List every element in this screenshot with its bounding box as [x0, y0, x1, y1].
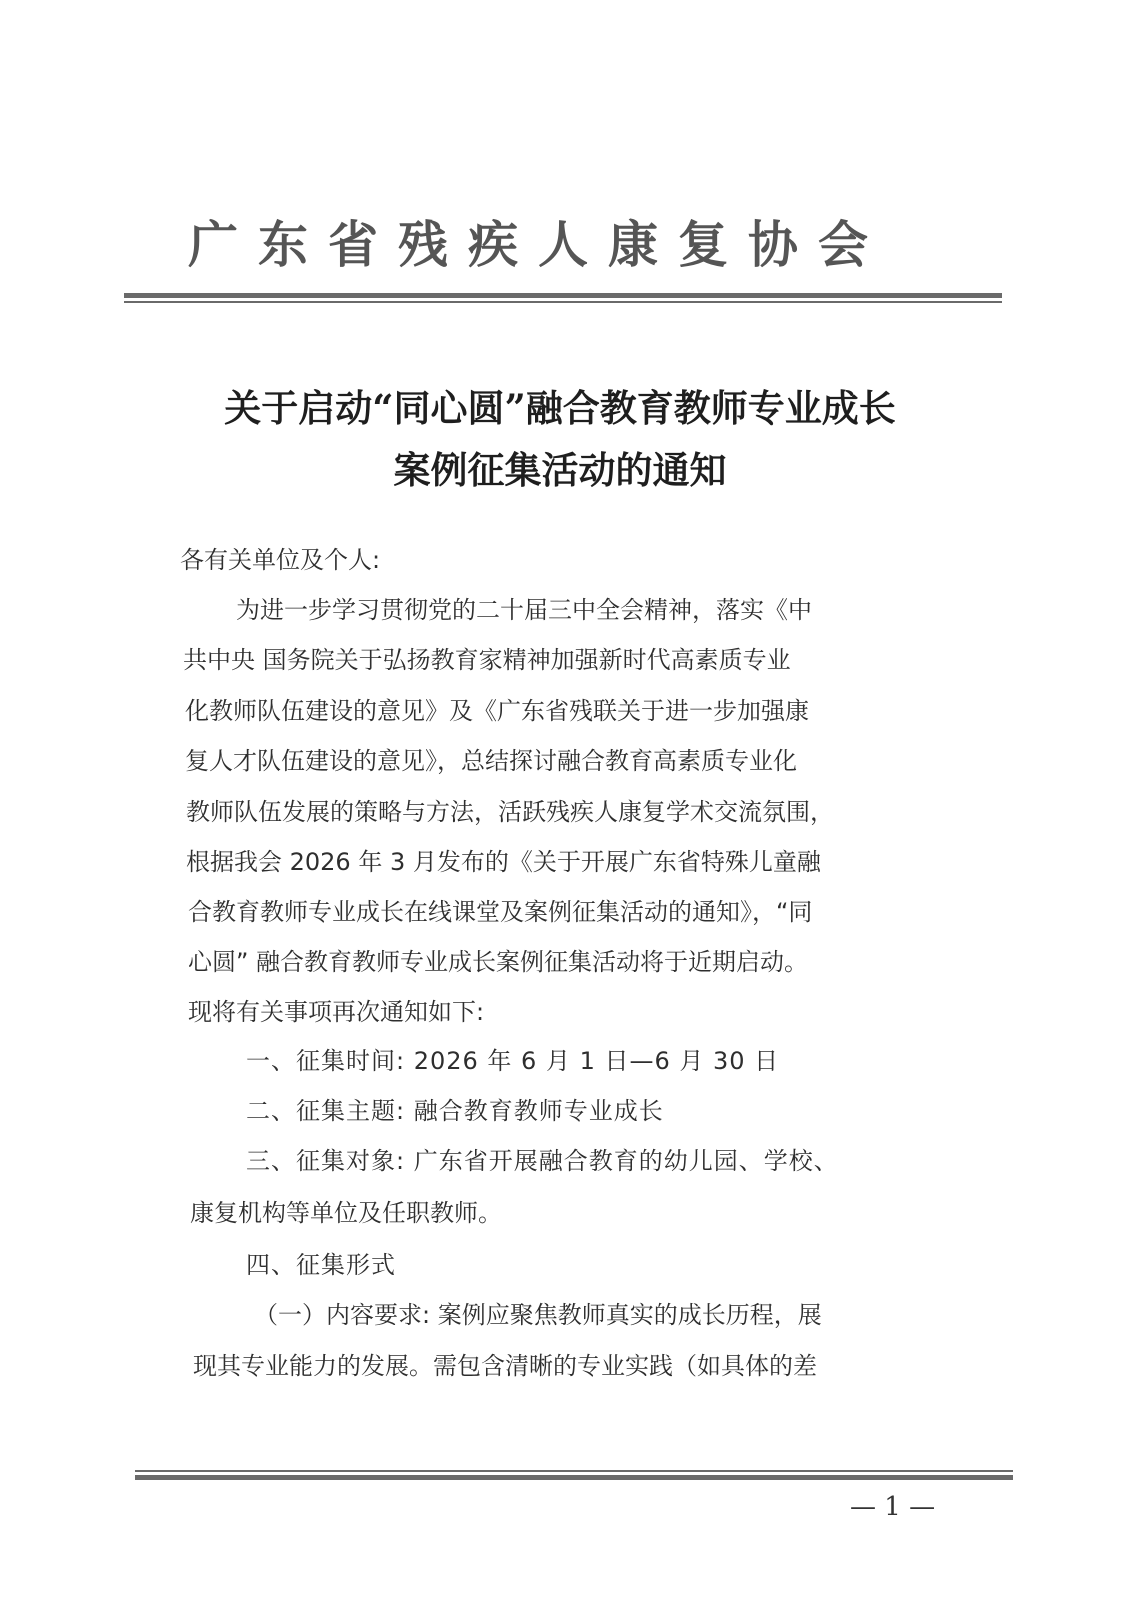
- document-title-line-2: 案例征集活动的通知: [393, 448, 727, 492]
- item-collection-time: 一、征集时间: 2026 年 6 月 1 日—6 月 30 日: [246, 1047, 780, 1075]
- paragraph-line: 心圆” 融合教育教师专业成长案例征集活动将于近期启动。: [188, 948, 809, 976]
- item-collection-form: 四、征集形式: [246, 1251, 396, 1279]
- paragraph-line: 合教育教师专业成长在线课堂及案例征集活动的通知》，“同: [188, 898, 813, 926]
- item-collection-target: 三、征集对象: 广东省开展融合教育的幼儿园、学校、: [246, 1147, 839, 1175]
- paragraph-line: 教师队伍发展的策略与方法，活跃残疾人康复学术交流氛围，: [186, 798, 834, 826]
- header-rule-thick: [124, 293, 1002, 298]
- paragraph-line: 现将有关事项再次通知如下:: [188, 998, 485, 1026]
- paragraph-line: 为进一步学习贯彻党的二十届三中全会精神，落实《中: [236, 596, 812, 624]
- sub-item-content-requirements-cont: 现其专业能力的发展。需包含清晰的专业实践（如具体的差: [193, 1352, 817, 1380]
- footer-rule-thin: [135, 1470, 1013, 1472]
- page-number: — 1 —: [850, 1492, 936, 1522]
- header-rule-thin: [124, 301, 1002, 303]
- document-title-line-1: 关于启动“同心圆”融合教育教师专业成长: [224, 386, 896, 430]
- sub-item-content-requirements: （一）内容要求: 案例应聚焦教师真实的成长历程，展: [254, 1301, 822, 1329]
- salutation: 各有关单位及个人:: [180, 546, 381, 574]
- paragraph-line: 共中央 国务院关于弘扬教育家精神加强新时代高素质专业: [183, 646, 791, 674]
- paragraph-line: 化教师队伍建设的意见》及《广东省残联关于进一步加强康: [185, 697, 809, 725]
- item-collection-target-cont: 康复机构等单位及任职教师。: [190, 1199, 502, 1227]
- paragraph-line: 根据我会 2026 年 3 月发布的《关于开展广东省特殊儿童融: [186, 848, 821, 876]
- footer-rule-thick: [135, 1475, 1013, 1480]
- organization-header: 广东省残疾人康复协会: [188, 215, 888, 274]
- paragraph-line: 复人才队伍建设的意见》，总结探讨融合教育高素质专业化: [185, 747, 797, 775]
- item-collection-theme: 二、征集主题: 融合教育教师专业成长: [246, 1097, 664, 1125]
